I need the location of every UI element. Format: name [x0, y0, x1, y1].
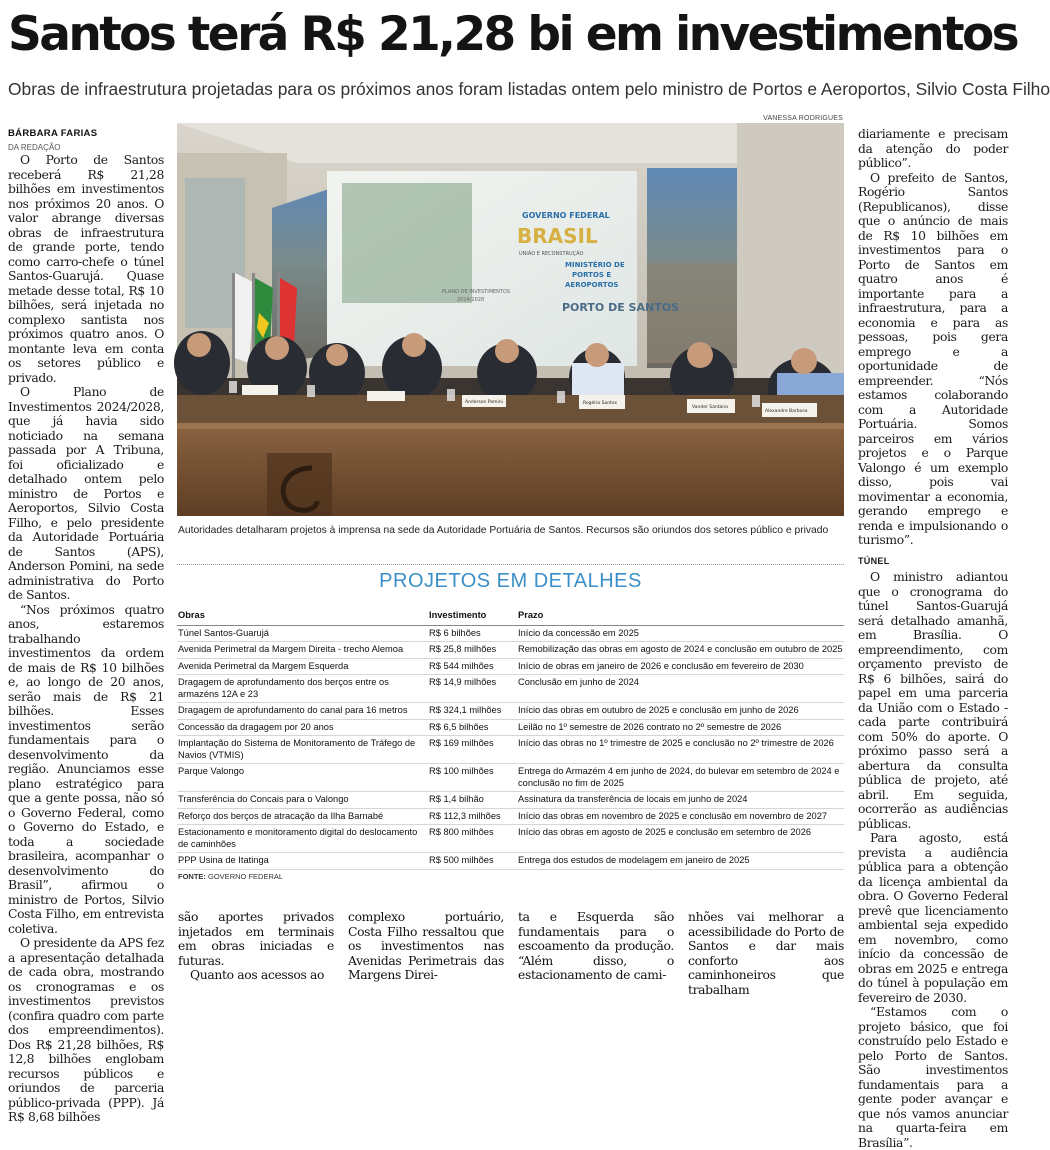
paragraph: O prefeito de Santos, Rogério Santos (Republicanos), disse que o anúncio de mais de R$ 10 bilhões em investimentos para o Porto de Santos em quatro anos é importante para a infraestrutura, para a economia e para as pessoas, pois gera emprego e a oportunidade de empreender. “Nós estamos colaborando com a Autoridade Portuária. Somos parceiros em vários projetos e o Parque Valongo é um exemplo disso, pois vai movimentar a economia, gerando emprego e renda e impulsionando o turismo”.	[858, 170, 1008, 547]
table-title: PROJETOS EM DETALHES	[379, 570, 642, 592]
nameplate-text: Rogério Santos	[583, 401, 617, 406]
article-column-2	[178, 910, 334, 983]
source-label: FONTE:	[178, 872, 206, 881]
table-row	[177, 703, 844, 720]
table-cell: Início das obras em novembro de 2025 e conclusão em novembro de 2027	[518, 810, 828, 821]
table-header: Obras	[178, 610, 205, 620]
table-row	[177, 659, 844, 676]
table-source	[178, 872, 283, 881]
screen-gov-text: GOVERNO FEDERAL	[522, 211, 610, 220]
photo-illustration	[177, 123, 844, 516]
table-cell: R$ 14,9 milhões	[429, 677, 497, 687]
table-row	[177, 825, 844, 853]
article-column-1	[8, 153, 164, 1125]
paragraph: O Plano de Investimentos 2024/2028, que já havia sido noticiado na semana passada por A Tribuna, foi oficializado e detalhado ontem pelo ministro de Portos e Aeroportos, Silvio Costa Filho, e pelo presidente da Autoridade Portuária de Santos (APS), Anderson Pomini, na sede administrativa do Porto de Santos.	[8, 385, 164, 602]
divider	[177, 564, 844, 565]
table-cell: PPP Usina de Itatinga	[178, 855, 269, 865]
table-row	[177, 764, 844, 792]
table-cell: R$ 544 milhões	[429, 660, 494, 671]
table-cell: Remobilização das obras em agosto de 2024 e conclusão em outubro de 2025	[518, 644, 843, 654]
table-cell: Início das obras no 1º trimestre de 2025 e conclusão no 2º trimestre de 2026	[518, 738, 834, 748]
table-cell: R$ 1,4 bilhão	[429, 794, 484, 804]
paragraph: diariamente e precisam da atenção do poder público”.	[858, 127, 1008, 170]
article-column-6	[858, 127, 1008, 1150]
table-row	[177, 626, 844, 643]
screen-plan-text: PLANO DE INVESTIMENTOS	[442, 289, 511, 295]
table-cell: Implantação do Sistema de Monitoramento de Tráfego de Navios (VTMIS)	[178, 738, 416, 760]
section-heading: TÚNEL	[858, 555, 890, 566]
paragraph: “Nos próximos quatro anos, estaremos trabalhando investimentos da ordem de mais de R$ 10 bilhões e, ao longo de 20 anos, serão mais de R$ 21 bilhões. Esses investimentos serão fundamentais para o desenvolvimento da região. Anunciamos esse plano estratégico para que a gente possa, não só o Governo Federal, como o Governo do Estado, e toda a sociedade brasileira, acompanhar o desenvolvimento do Brasil”, afirmou o ministro de Portos, Silvio Costa Filho, em entrevista coletiva.	[8, 602, 164, 936]
table-cell: Entrega do Armazém 4 em junho de 2024, do bulevar em setembro de 2024 e conclusão no fim de 2025	[518, 766, 840, 788]
screen-plan-text: 2024/2028	[457, 297, 485, 303]
table-cell: Reforço dos berços de atracação da Ilha Barnabé	[178, 810, 384, 821]
table-cell: R$ 100 milhões	[429, 766, 494, 776]
screen-ministry-text: AEROPORTOS	[565, 281, 619, 289]
table-header: Prazo	[518, 610, 544, 620]
paragraph: Quanto aos acessos ao	[190, 968, 325, 982]
article-column-5	[688, 910, 844, 997]
table-cell: R$ 800 milhões	[429, 827, 494, 837]
author-name: BÁRBARA FARIAS	[8, 128, 98, 139]
nameplate-text: Anderson Pomini	[465, 400, 503, 405]
table-cell: Conclusão em junho de 2024	[518, 677, 639, 687]
paragraph: nhões vai melhorar a acessibilidade do Porto de Santos e dar mais conforto aos caminhoneiros que trabalham	[688, 910, 844, 997]
table-row	[177, 853, 844, 870]
photo-credit: VANESSA RODRIGUES	[763, 115, 843, 122]
nameplate-text: Vander Santana	[692, 405, 728, 410]
paragraph: “Estamos com o projeto básico, que foi construído pelo Estado e pelo Porto de Santos. São investimentos fundamentais para a gente poder avançar e que nós vamos anunciar na quarta-feira em Brasília”.	[858, 1005, 1008, 1150]
paragraph: O ministro adiantou que o cronograma do túnel Santos-Guarujá será detalhado amanhã, em Brasília. O empreendimento, com orçamento previsto de R$ 6 bilhões, sairá do papel em uma parceria da União com o Estado - cada parte contribuirá com 50% do aporte. O próximo passo será a abertura da consulta pública de projeto, até abril. Em seguida, ocorrerão as audiências públicas.	[858, 570, 1008, 831]
table-cell: Avenida Perimetral da Margem Direita - trecho Alemoa	[178, 644, 404, 654]
screen-port-logo-text: PORTO DE SANTOS	[562, 301, 679, 314]
paragraph: O presidente da APS fez a apresentação detalhada de cada obra, mostrando os cronogramas e os investimentos previstos (confira quadro com parte dos empreendimentos). Dos R$ 21,28 bilhões, R$ 12,8 bilhões englobam recursos públicos e oriundos de parceria público-privada (PPP). Já R$ 8,68 bilhões	[8, 936, 164, 1124]
table-row	[177, 675, 844, 703]
subheadline: Obras de infraestrutura projetadas para os próximos anos foram listadas ontem pelo ministro de Portos e Aeroportos, Silvio Costa Filho	[8, 79, 1050, 99]
table-cell: R$ 324,1 milhões	[429, 705, 502, 715]
table-cell: Dragagem de aprofundamento dos berços entre os armazéns 12A e 23	[178, 677, 389, 699]
table-cell: R$ 112,3 milhões	[429, 810, 501, 821]
table-cell: R$ 169 milhões	[429, 738, 494, 748]
table-header-row	[177, 608, 844, 626]
article-column-3	[348, 910, 504, 983]
paragraph: Para agosto, está prevista a audiência pública para a obtenção da licença ambiental da obra. O Governo Federal prevê que licenciamento ambiental seja expedido em novembro, como início da concessão de obras em 2025 e entrega do túnel à população em fevereiro de 2030.	[858, 831, 1008, 1005]
table-cell: Início da concessão em 2025	[518, 627, 639, 638]
table-cell: R$ 6 bilhões	[429, 627, 481, 638]
table-cell: R$ 6,5 bilhões	[429, 721, 489, 732]
table-cell: Túnel Santos-Guarujá	[178, 627, 269, 638]
table-cell: Início das obras em outubro de 2025 e conclusão em junho de 2026	[518, 705, 799, 715]
table-cell: Avenida Perimetral da Margem Esquerda	[178, 660, 349, 671]
table-body	[177, 626, 844, 870]
screen-brasil-text: BRASIL	[517, 224, 598, 248]
screen-union-text: UNIÃO E RECONSTRUÇÃO	[519, 251, 584, 257]
paragraph: complexo portuário, Costa Filho ressaltou que os investimentos nas Avenidas Perimetrais das Margens Direi-	[348, 910, 504, 982]
paragraph: O Porto de Santos receberá R$ 21,28 bilhões em investimentos nos próximos 20 anos. O valor abrange diversas obras de infraestrutura de grande porte, tendo como carro-chefe o túnel Santos-Guarujá. Quase metade desse total, R$ 10 bilhões, será injetada no complexo santista nos próximos quatro anos. O montante leva em conta os setores público e privado.	[8, 153, 164, 385]
table-cell: R$ 500 milhões	[429, 855, 494, 865]
table-cell: Concessão da dragagem por 20 anos	[178, 721, 334, 732]
table-cell: R$ 25,8 milhões	[429, 644, 497, 654]
paragraph: são aportes privados injetados em terminais em obras iniciadas e futuras.	[178, 910, 334, 968]
table-header: Investimento	[429, 610, 487, 620]
table-cell: Transferência do Concais para o Valongo	[178, 794, 349, 804]
photo-caption: Autoridades detalharam projetos à imprensa na sede da Autoridade Portuária de Santos. Recursos são oriundos dos setores público e privado	[178, 525, 829, 536]
table-row	[177, 792, 844, 809]
table-row	[177, 736, 844, 764]
headline: Santos terá R$ 21,28 bi em investimentos	[8, 7, 1018, 62]
screen-ministry-text: PORTOS E	[572, 271, 612, 279]
table-cell: Entrega dos estudos de modelagem em janeiro de 2025	[518, 855, 750, 865]
table-cell: Assinatura da transferência de locais em junho de 2024	[518, 794, 748, 804]
table-cell: Leilão no 1º semestre de 2026 contrato no 2º semestre de 2026	[518, 721, 782, 732]
screen-ministry-text: MINISTÉRIO DE	[565, 261, 625, 269]
table-cell: Estacionamento e monitoramento digital do deslocamento de caminhões	[178, 827, 418, 849]
table-row	[177, 809, 844, 826]
projects-table	[177, 608, 844, 870]
press-conference-photo	[177, 123, 844, 516]
source-value: GOVERNO FEDERAL	[208, 872, 284, 881]
table-cell: Início das obras em agosto de 2025 e conclusão em setembro de 2026	[518, 827, 812, 837]
byline	[8, 128, 172, 152]
nameplate-text: Alexandre Barbosa	[765, 409, 808, 414]
table-row	[177, 642, 844, 659]
author-desk: DA REDAÇÃO	[8, 143, 61, 152]
table-cell: Dragagem de aprofundamento do canal para 16 metros	[178, 705, 408, 715]
article-column-4	[518, 910, 674, 983]
table-cell: Início de obras em janeiro de 2026 e conclusão em fevereiro de 2030	[518, 660, 804, 671]
table-cell: Parque Valongo	[178, 766, 244, 776]
paragraph: ta e Esquerda são fundamentais para o escoamento da produção. “Além disso, o estacionamento de cami-	[518, 910, 674, 982]
table-row	[177, 720, 844, 737]
